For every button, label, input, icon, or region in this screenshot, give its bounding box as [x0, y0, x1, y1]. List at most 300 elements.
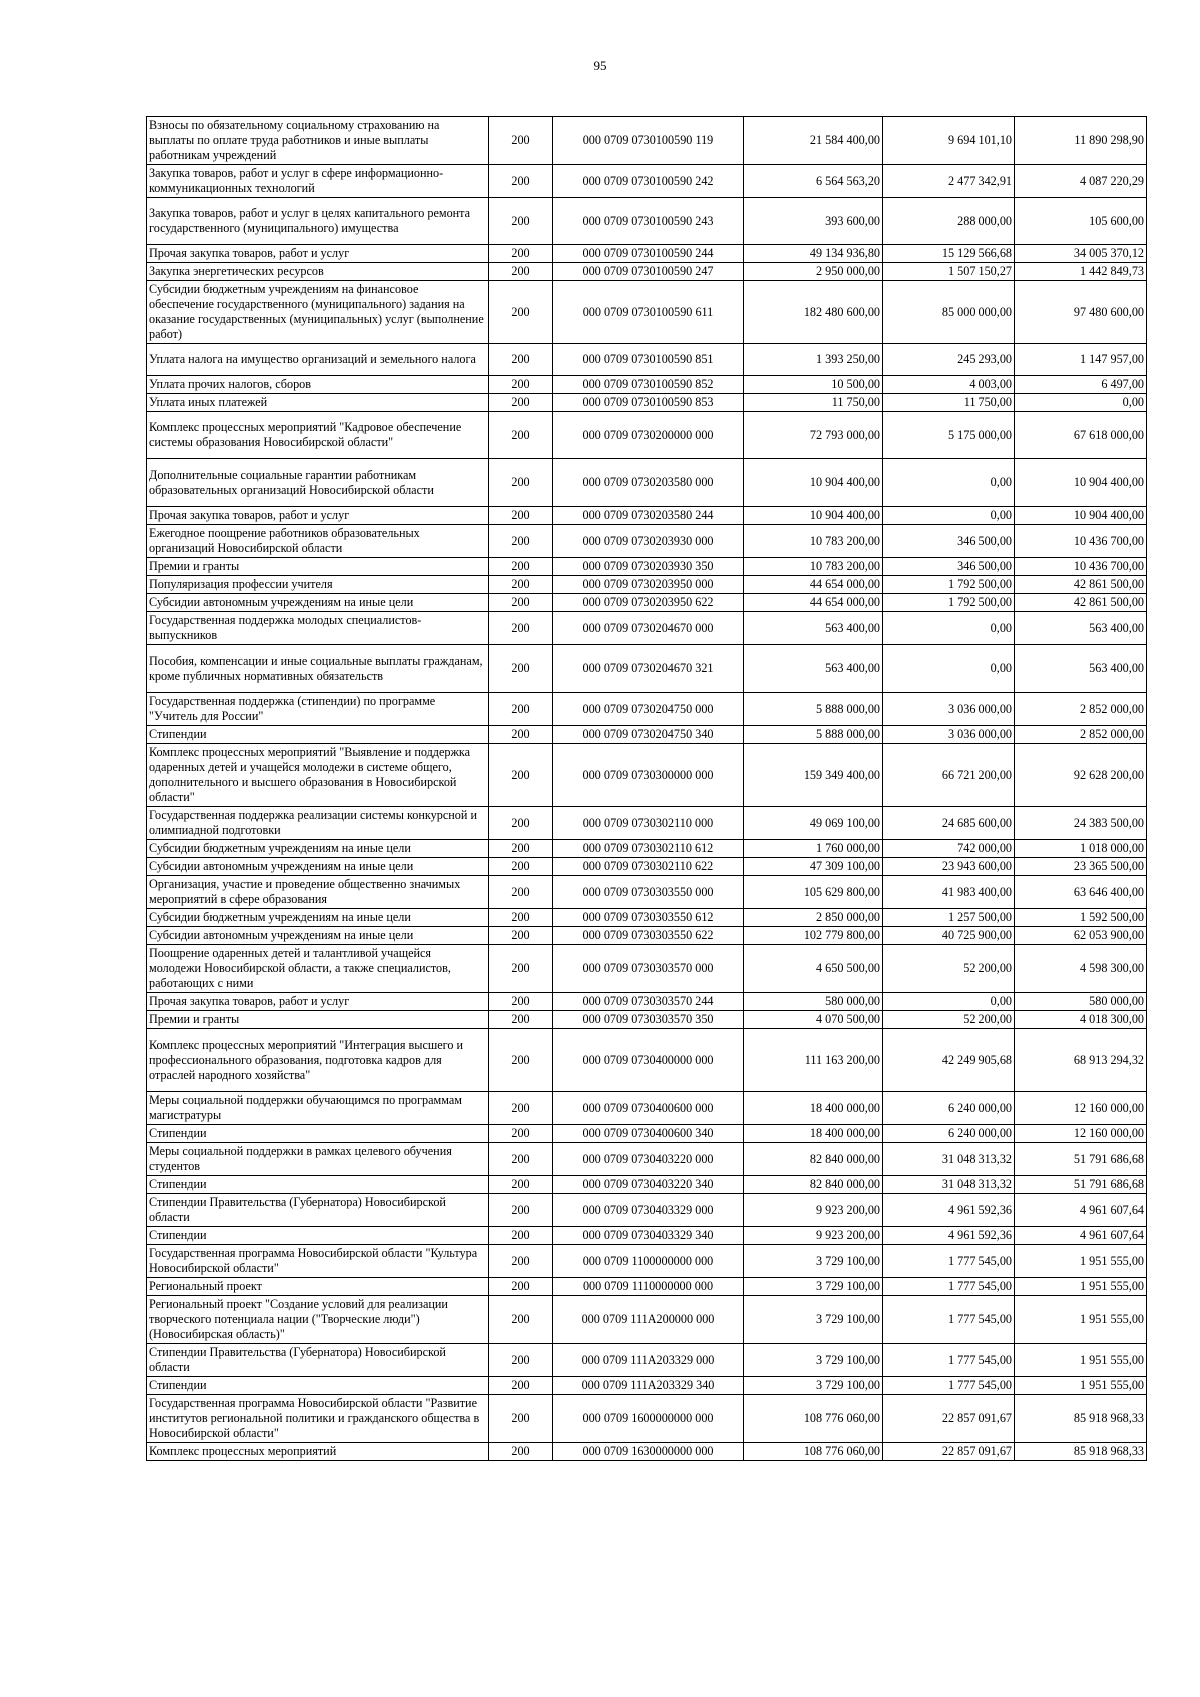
row-budget-classification-code: 000 0709 111А200000 000 [553, 1296, 744, 1344]
table-row [147, 344, 1147, 376]
table-row [147, 993, 1147, 1011]
row-code: 200 [489, 612, 553, 645]
row-executed-amount: 66 721 200,00 [883, 744, 1015, 807]
row-unexecuted-amount: 1 951 555,00 [1015, 1296, 1147, 1344]
row-unexecuted-amount: 4 961 607,64 [1015, 1227, 1147, 1245]
row-description: Государственная программа Новосибирской области "Развитие институтов региональной политики и гражданского общества в Новосибирской области" [147, 1395, 489, 1443]
row-description: Поощрение одаренных детей и талантливой учащейся молодежи Новосибирской области, а также специалистов, работающих с ними [147, 945, 489, 993]
row-approved-amount: 3 729 100,00 [744, 1296, 883, 1344]
row-description: Уплата налога на имущество организаций и земельного налога [147, 344, 489, 376]
row-budget-classification-code: 000 0709 0730200000 000 [553, 412, 744, 459]
table-row [147, 1443, 1147, 1461]
row-code: 200 [489, 376, 553, 394]
row-executed-amount: 346 500,00 [883, 558, 1015, 576]
row-description: Стипендии [147, 1377, 489, 1395]
row-approved-amount: 49 134 936,80 [744, 245, 883, 263]
row-approved-amount: 49 069 100,00 [744, 807, 883, 840]
row-executed-amount: 1 777 545,00 [883, 1344, 1015, 1377]
row-approved-amount: 10 904 400,00 [744, 507, 883, 525]
row-approved-amount: 3 729 100,00 [744, 1278, 883, 1296]
row-code: 200 [489, 263, 553, 281]
row-approved-amount: 11 750,00 [744, 394, 883, 412]
table-row [147, 840, 1147, 858]
row-unexecuted-amount: 1 147 957,00 [1015, 344, 1147, 376]
row-approved-amount: 6 564 563,20 [744, 165, 883, 198]
row-code: 200 [489, 726, 553, 744]
row-unexecuted-amount: 85 918 968,33 [1015, 1443, 1147, 1461]
row-code: 200 [489, 693, 553, 726]
row-executed-amount: 23 943 600,00 [883, 858, 1015, 876]
row-unexecuted-amount: 1 951 555,00 [1015, 1344, 1147, 1377]
row-code: 200 [489, 1395, 553, 1443]
row-code: 200 [489, 993, 553, 1011]
row-unexecuted-amount: 4 018 300,00 [1015, 1011, 1147, 1029]
table-row [147, 1143, 1147, 1176]
row-description: Уплата иных платежей [147, 394, 489, 412]
row-code: 200 [489, 645, 553, 693]
table-row [147, 1194, 1147, 1227]
row-description: Стипендии [147, 726, 489, 744]
row-executed-amount: 31 048 313,32 [883, 1176, 1015, 1194]
row-code: 200 [489, 1029, 553, 1092]
row-executed-amount: 0,00 [883, 993, 1015, 1011]
row-code: 200 [489, 807, 553, 840]
table-row [147, 376, 1147, 394]
row-unexecuted-amount: 34 005 370,12 [1015, 245, 1147, 263]
row-budget-classification-code: 000 0709 1110000000 000 [553, 1278, 744, 1296]
table-row [147, 1377, 1147, 1395]
row-executed-amount: 3 036 000,00 [883, 693, 1015, 726]
row-code: 200 [489, 858, 553, 876]
row-approved-amount: 10 783 200,00 [744, 558, 883, 576]
table-row [147, 909, 1147, 927]
row-code: 200 [489, 1143, 553, 1176]
row-description: Премии и гранты [147, 558, 489, 576]
table-row [147, 576, 1147, 594]
row-code: 200 [489, 1011, 553, 1029]
row-approved-amount: 108 776 060,00 [744, 1395, 883, 1443]
table-row [147, 876, 1147, 909]
row-description: Взносы по обязательному социальному страхованию на выплаты по оплате труда работников и иные выплаты работникам учреждений [147, 117, 489, 165]
row-description: Стипендии [147, 1125, 489, 1143]
row-code: 200 [489, 558, 553, 576]
table-row [147, 165, 1147, 198]
row-approved-amount: 18 400 000,00 [744, 1092, 883, 1125]
row-budget-classification-code: 000 0709 0730100590 119 [553, 117, 744, 165]
row-budget-classification-code: 000 0709 0730300000 000 [553, 744, 744, 807]
row-executed-amount: 1 777 545,00 [883, 1245, 1015, 1278]
row-approved-amount: 47 309 100,00 [744, 858, 883, 876]
row-unexecuted-amount: 563 400,00 [1015, 645, 1147, 693]
row-budget-classification-code: 000 0709 0730100590 244 [553, 245, 744, 263]
table-row [147, 693, 1147, 726]
row-description: Комплекс процессных мероприятий "Интеграция высшего и профессионального образования, подготовка кадров для отраслей народного хозяйства" [147, 1029, 489, 1092]
row-unexecuted-amount: 12 160 000,00 [1015, 1125, 1147, 1143]
row-code: 200 [489, 744, 553, 807]
row-code: 200 [489, 1278, 553, 1296]
row-unexecuted-amount: 11 890 298,90 [1015, 117, 1147, 165]
row-budget-classification-code: 000 0709 0730100590 242 [553, 165, 744, 198]
table-row [147, 117, 1147, 165]
row-code: 200 [489, 459, 553, 507]
table-row [147, 1176, 1147, 1194]
table-row [147, 1227, 1147, 1245]
row-budget-classification-code: 000 0709 0730100590 611 [553, 281, 744, 344]
row-approved-amount: 9 923 200,00 [744, 1227, 883, 1245]
row-executed-amount: 4 961 592,36 [883, 1194, 1015, 1227]
row-description: Премии и гранты [147, 1011, 489, 1029]
row-description: Субсидии автономным учреждениям на иные цели [147, 594, 489, 612]
row-description: Организация, участие и проведение общественно значимых мероприятий в сфере образования [147, 876, 489, 909]
row-budget-classification-code: 000 0709 0730203930 000 [553, 525, 744, 558]
row-budget-classification-code: 000 0709 0730302110 612 [553, 840, 744, 858]
table-row [147, 1125, 1147, 1143]
row-executed-amount: 288 000,00 [883, 198, 1015, 245]
row-budget-classification-code: 000 0709 0730400000 000 [553, 1029, 744, 1092]
row-unexecuted-amount: 1 442 849,73 [1015, 263, 1147, 281]
row-approved-amount: 18 400 000,00 [744, 1125, 883, 1143]
row-budget-classification-code: 000 0709 0730100590 853 [553, 394, 744, 412]
table-row [147, 1029, 1147, 1092]
table-row [147, 525, 1147, 558]
row-executed-amount: 1 777 545,00 [883, 1278, 1015, 1296]
row-budget-classification-code: 000 0709 0730400600 000 [553, 1092, 744, 1125]
row-executed-amount: 1 792 500,00 [883, 594, 1015, 612]
row-budget-classification-code: 000 0709 0730403220 340 [553, 1176, 744, 1194]
row-unexecuted-amount: 92 628 200,00 [1015, 744, 1147, 807]
row-executed-amount: 42 249 905,68 [883, 1029, 1015, 1092]
table-row [147, 807, 1147, 840]
row-budget-classification-code: 000 0709 0730100590 243 [553, 198, 744, 245]
table-row [147, 459, 1147, 507]
row-approved-amount: 10 500,00 [744, 376, 883, 394]
row-approved-amount: 10 904 400,00 [744, 459, 883, 507]
row-description: Меры социальной поддержки обучающимся по программам магистратуры [147, 1092, 489, 1125]
row-executed-amount: 5 175 000,00 [883, 412, 1015, 459]
row-executed-amount: 15 129 566,68 [883, 245, 1015, 263]
row-description: Дополнительные социальные гарантии работникам образовательных организаций Новосибирской области [147, 459, 489, 507]
row-description: Закупка товаров, работ и услуг в сфере информационно-коммуникационных технологий [147, 165, 489, 198]
row-unexecuted-amount: 23 365 500,00 [1015, 858, 1147, 876]
row-approved-amount: 393 600,00 [744, 198, 883, 245]
row-description: Стипендии Правительства (Губернатора) Новосибирской области [147, 1194, 489, 1227]
row-executed-amount: 0,00 [883, 507, 1015, 525]
row-approved-amount: 102 779 800,00 [744, 927, 883, 945]
row-approved-amount: 44 654 000,00 [744, 576, 883, 594]
table-row [147, 281, 1147, 344]
row-approved-amount: 111 163 200,00 [744, 1029, 883, 1092]
row-budget-classification-code: 000 0709 1100000000 000 [553, 1245, 744, 1278]
table-row [147, 1092, 1147, 1125]
row-budget-classification-code: 000 0709 0730303550 622 [553, 927, 744, 945]
row-budget-classification-code: 000 0709 0730303550 000 [553, 876, 744, 909]
row-description: Ежегодное поощрение работников образовательных организаций Новосибирской области [147, 525, 489, 558]
row-approved-amount: 159 349 400,00 [744, 744, 883, 807]
row-description: Пособия, компенсации и иные социальные выплаты гражданам, кроме публичных нормативных обязательств [147, 645, 489, 693]
table-row [147, 412, 1147, 459]
table-row [147, 394, 1147, 412]
row-executed-amount: 4 003,00 [883, 376, 1015, 394]
row-approved-amount: 182 480 600,00 [744, 281, 883, 344]
table-row [147, 927, 1147, 945]
row-approved-amount: 5 888 000,00 [744, 693, 883, 726]
row-code: 200 [489, 344, 553, 376]
table-row [147, 1278, 1147, 1296]
row-budget-classification-code: 000 0709 0730303570 000 [553, 945, 744, 993]
row-budget-classification-code: 000 0709 0730203580 000 [553, 459, 744, 507]
table-row [147, 1395, 1147, 1443]
row-code: 200 [489, 1125, 553, 1143]
page-number: 95 [593, 58, 607, 73]
row-unexecuted-amount: 68 913 294,32 [1015, 1029, 1147, 1092]
row-approved-amount: 9 923 200,00 [744, 1194, 883, 1227]
row-unexecuted-amount: 1 951 555,00 [1015, 1377, 1147, 1395]
table-row [147, 645, 1147, 693]
row-executed-amount: 1 257 500,00 [883, 909, 1015, 927]
row-executed-amount: 22 857 091,67 [883, 1395, 1015, 1443]
row-budget-classification-code: 000 0709 111А203329 000 [553, 1344, 744, 1377]
row-executed-amount: 0,00 [883, 459, 1015, 507]
row-description: Стипендии [147, 1176, 489, 1194]
table-row [147, 612, 1147, 645]
row-description: Субсидии бюджетным учреждениям на иные цели [147, 909, 489, 927]
row-description: Государственная поддержка (стипендии) по программе "Учитель для России" [147, 693, 489, 726]
row-approved-amount: 82 840 000,00 [744, 1176, 883, 1194]
row-code: 200 [489, 198, 553, 245]
table-row [147, 744, 1147, 807]
row-code: 200 [489, 945, 553, 993]
budget-table-body [147, 117, 1147, 1461]
row-budget-classification-code: 000 0709 0730203950 622 [553, 594, 744, 612]
row-executed-amount: 2 477 342,91 [883, 165, 1015, 198]
row-code: 200 [489, 576, 553, 594]
row-approved-amount: 2 950 000,00 [744, 263, 883, 281]
row-unexecuted-amount: 51 791 686,68 [1015, 1143, 1147, 1176]
row-approved-amount: 72 793 000,00 [744, 412, 883, 459]
row-description: Прочая закупка товаров, работ и услуг [147, 245, 489, 263]
row-executed-amount: 0,00 [883, 645, 1015, 693]
row-budget-classification-code: 000 0709 0730203950 000 [553, 576, 744, 594]
row-code: 200 [489, 1344, 553, 1377]
row-executed-amount: 85 000 000,00 [883, 281, 1015, 344]
row-description: Комплекс процессных мероприятий "Выявление и поддержка одаренных детей и учащейся молодежи в системе общего, дополнительного и высшего образования в Новосибирской области" [147, 744, 489, 807]
row-description: Закупка энергетических ресурсов [147, 263, 489, 281]
row-unexecuted-amount: 10 904 400,00 [1015, 507, 1147, 525]
row-executed-amount: 742 000,00 [883, 840, 1015, 858]
row-approved-amount: 3 729 100,00 [744, 1377, 883, 1395]
table-row [147, 1245, 1147, 1278]
row-code: 200 [489, 1296, 553, 1344]
row-unexecuted-amount: 563 400,00 [1015, 612, 1147, 645]
row-budget-classification-code: 000 0709 0730204670 000 [553, 612, 744, 645]
row-approved-amount: 563 400,00 [744, 645, 883, 693]
row-description: Закупка товаров, работ и услуг в целях капитального ремонта государственного (муниципального) имущества [147, 198, 489, 245]
row-code: 200 [489, 1176, 553, 1194]
row-approved-amount: 580 000,00 [744, 993, 883, 1011]
row-executed-amount: 31 048 313,32 [883, 1143, 1015, 1176]
row-description: Популяризация профессии учителя [147, 576, 489, 594]
row-executed-amount: 22 857 091,67 [883, 1443, 1015, 1461]
row-executed-amount: 1 507 150,27 [883, 263, 1015, 281]
row-unexecuted-amount: 4 598 300,00 [1015, 945, 1147, 993]
row-budget-classification-code: 000 0709 0730203580 244 [553, 507, 744, 525]
row-approved-amount: 105 629 800,00 [744, 876, 883, 909]
row-code: 200 [489, 281, 553, 344]
table-row [147, 594, 1147, 612]
row-description: Государственная поддержка молодых специалистов-выпускников [147, 612, 489, 645]
row-executed-amount: 41 983 400,00 [883, 876, 1015, 909]
row-unexecuted-amount: 63 646 400,00 [1015, 876, 1147, 909]
row-description: Прочая закупка товаров, работ и услуг [147, 993, 489, 1011]
table-row [147, 1011, 1147, 1029]
table-row [147, 858, 1147, 876]
row-unexecuted-amount: 62 053 900,00 [1015, 927, 1147, 945]
row-approved-amount: 4 070 500,00 [744, 1011, 883, 1029]
row-description: Комплекс процессных мероприятий "Кадровое обеспечение системы образования Новосибирской области" [147, 412, 489, 459]
row-budget-classification-code: 000 0709 1600000000 000 [553, 1395, 744, 1443]
row-approved-amount: 10 783 200,00 [744, 525, 883, 558]
row-executed-amount: 6 240 000,00 [883, 1125, 1015, 1143]
row-budget-classification-code: 000 0709 111А203329 340 [553, 1377, 744, 1395]
row-unexecuted-amount: 42 861 500,00 [1015, 594, 1147, 612]
row-description: Стипендии [147, 1227, 489, 1245]
row-unexecuted-amount: 10 436 700,00 [1015, 525, 1147, 558]
row-unexecuted-amount: 51 791 686,68 [1015, 1176, 1147, 1194]
table-row [147, 1344, 1147, 1377]
row-executed-amount: 245 293,00 [883, 344, 1015, 376]
row-executed-amount: 52 200,00 [883, 1011, 1015, 1029]
row-unexecuted-amount: 42 861 500,00 [1015, 576, 1147, 594]
row-budget-classification-code: 000 0709 0730203930 350 [553, 558, 744, 576]
row-unexecuted-amount: 2 852 000,00 [1015, 726, 1147, 744]
row-approved-amount: 21 584 400,00 [744, 117, 883, 165]
row-description: Меры социальной поддержки в рамках целевого обучения студентов [147, 1143, 489, 1176]
row-unexecuted-amount: 97 480 600,00 [1015, 281, 1147, 344]
row-description: Стипендии Правительства (Губернатора) Новосибирской области [147, 1344, 489, 1377]
row-code: 200 [489, 117, 553, 165]
row-budget-classification-code: 000 0709 0730403220 000 [553, 1143, 744, 1176]
row-approved-amount: 108 776 060,00 [744, 1443, 883, 1461]
row-code: 200 [489, 1092, 553, 1125]
table-row [147, 558, 1147, 576]
table-row [147, 507, 1147, 525]
row-unexecuted-amount: 24 383 500,00 [1015, 807, 1147, 840]
row-unexecuted-amount: 1 951 555,00 [1015, 1245, 1147, 1278]
row-code: 200 [489, 507, 553, 525]
row-description: Прочая закупка товаров, работ и услуг [147, 507, 489, 525]
row-approved-amount: 1 760 000,00 [744, 840, 883, 858]
row-unexecuted-amount: 1 592 500,00 [1015, 909, 1147, 927]
row-budget-classification-code: 000 0709 0730100590 852 [553, 376, 744, 394]
row-unexecuted-amount: 0,00 [1015, 394, 1147, 412]
row-executed-amount: 3 036 000,00 [883, 726, 1015, 744]
row-executed-amount: 4 961 592,36 [883, 1227, 1015, 1245]
row-code: 200 [489, 840, 553, 858]
row-budget-classification-code: 000 0709 0730302110 000 [553, 807, 744, 840]
row-executed-amount: 346 500,00 [883, 525, 1015, 558]
row-executed-amount: 1 792 500,00 [883, 576, 1015, 594]
row-code: 200 [489, 594, 553, 612]
row-approved-amount: 82 840 000,00 [744, 1143, 883, 1176]
row-code: 200 [489, 927, 553, 945]
row-budget-classification-code: 000 0709 0730100590 247 [553, 263, 744, 281]
row-code: 200 [489, 245, 553, 263]
row-budget-classification-code: 000 0709 0730303550 612 [553, 909, 744, 927]
row-description: Комплекс процессных мероприятий [147, 1443, 489, 1461]
row-unexecuted-amount: 2 852 000,00 [1015, 693, 1147, 726]
row-unexecuted-amount: 1 951 555,00 [1015, 1278, 1147, 1296]
row-approved-amount: 5 888 000,00 [744, 726, 883, 744]
row-budget-classification-code: 000 0709 0730302110 622 [553, 858, 744, 876]
row-approved-amount: 3 729 100,00 [744, 1245, 883, 1278]
row-budget-classification-code: 000 0709 0730204750 000 [553, 693, 744, 726]
row-executed-amount: 9 694 101,10 [883, 117, 1015, 165]
row-budget-classification-code: 000 0709 0730204750 340 [553, 726, 744, 744]
budget-table [146, 116, 1147, 1461]
row-budget-classification-code: 000 0709 1630000000 000 [553, 1443, 744, 1461]
row-code: 200 [489, 1194, 553, 1227]
row-unexecuted-amount: 1 018 000,00 [1015, 840, 1147, 858]
row-code: 200 [489, 165, 553, 198]
row-unexecuted-amount: 85 918 968,33 [1015, 1395, 1147, 1443]
row-description: Субсидии автономным учреждениям на иные цели [147, 927, 489, 945]
table-row [147, 245, 1147, 263]
row-unexecuted-amount: 4 087 220,29 [1015, 165, 1147, 198]
row-budget-classification-code: 000 0709 0730303570 244 [553, 993, 744, 1011]
row-executed-amount: 0,00 [883, 612, 1015, 645]
row-budget-classification-code: 000 0709 0730100590 851 [553, 344, 744, 376]
row-description: Уплата прочих налогов, сборов [147, 376, 489, 394]
row-budget-classification-code: 000 0709 0730204670 321 [553, 645, 744, 693]
row-budget-classification-code: 000 0709 0730400600 340 [553, 1125, 744, 1143]
row-executed-amount: 11 750,00 [883, 394, 1015, 412]
row-description: Региональный проект [147, 1278, 489, 1296]
row-code: 200 [489, 876, 553, 909]
row-executed-amount: 6 240 000,00 [883, 1092, 1015, 1125]
row-unexecuted-amount: 105 600,00 [1015, 198, 1147, 245]
row-executed-amount: 24 685 600,00 [883, 807, 1015, 840]
row-approved-amount: 1 393 250,00 [744, 344, 883, 376]
row-unexecuted-amount: 4 961 607,64 [1015, 1194, 1147, 1227]
row-code: 200 [489, 394, 553, 412]
row-approved-amount: 563 400,00 [744, 612, 883, 645]
row-description: Субсидии автономным учреждениям на иные цели [147, 858, 489, 876]
row-budget-classification-code: 000 0709 0730403329 000 [553, 1194, 744, 1227]
table-row [147, 726, 1147, 744]
row-code: 200 [489, 525, 553, 558]
row-description: Субсидии бюджетным учреждениям на финансовое обеспечение государственного (муниципального) задания на оказание государственных (муниципальных) услуг (выполнение работ) [147, 281, 489, 344]
row-approved-amount: 3 729 100,00 [744, 1344, 883, 1377]
row-executed-amount: 52 200,00 [883, 945, 1015, 993]
row-unexecuted-amount: 10 436 700,00 [1015, 558, 1147, 576]
row-approved-amount: 2 850 000,00 [744, 909, 883, 927]
table-row [147, 263, 1147, 281]
row-description: Государственная поддержка реализации системы конкурсной и олимпиадной подготовки [147, 807, 489, 840]
row-approved-amount: 4 650 500,00 [744, 945, 883, 993]
row-code: 200 [489, 909, 553, 927]
row-description: Региональный проект "Создание условий для реализации творческого потенциала нации ("Творческие люди") (Новосибирская область)" [147, 1296, 489, 1344]
row-budget-classification-code: 000 0709 0730403329 340 [553, 1227, 744, 1245]
row-executed-amount: 40 725 900,00 [883, 927, 1015, 945]
table-row [147, 945, 1147, 993]
row-code: 200 [489, 1377, 553, 1395]
row-budget-classification-code: 000 0709 0730303570 350 [553, 1011, 744, 1029]
row-executed-amount: 1 777 545,00 [883, 1296, 1015, 1344]
row-approved-amount: 44 654 000,00 [744, 594, 883, 612]
row-description: Субсидии бюджетным учреждениям на иные цели [147, 840, 489, 858]
row-code: 200 [489, 1227, 553, 1245]
row-unexecuted-amount: 12 160 000,00 [1015, 1092, 1147, 1125]
